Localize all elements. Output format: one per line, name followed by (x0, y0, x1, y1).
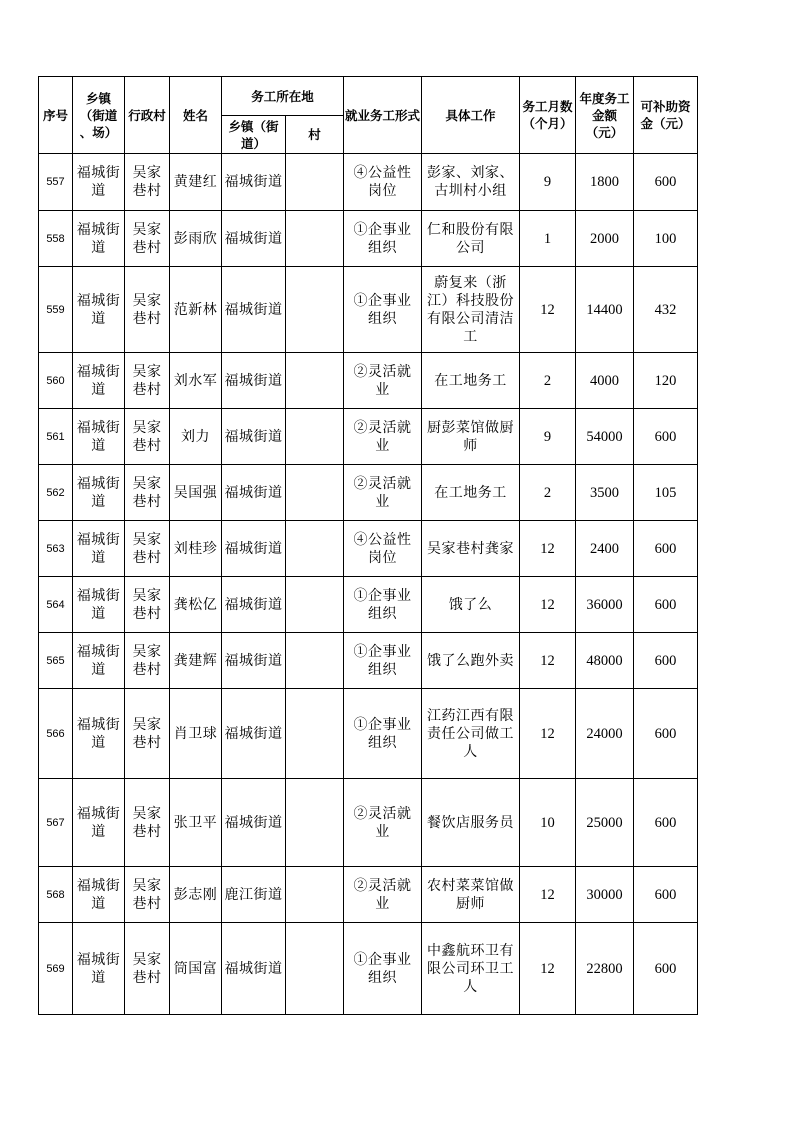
row-number-cell: 564 (39, 577, 73, 633)
township-cell: 福城街道 (73, 267, 125, 353)
table-row (39, 465, 698, 521)
employment-form-cell: ②灵活就业 (344, 465, 422, 521)
row-number-cell: 568 (39, 867, 73, 923)
name-cell: 龚建辉 (170, 633, 222, 689)
employment-form-cell: ②灵活就业 (344, 353, 422, 409)
row-number-cell: 561 (39, 409, 73, 465)
row-number-cell: 566 (39, 689, 73, 779)
work-village-cell (286, 633, 344, 689)
job-detail-cell: 吴家巷村龚家 (422, 521, 520, 577)
annual-income-cell: 48000 (576, 633, 634, 689)
table-row (39, 353, 698, 409)
subsidy-cell: 600 (634, 923, 698, 1015)
name-cell: 龚松亿 (170, 577, 222, 633)
annual-income-cell: 4000 (576, 353, 634, 409)
header-job: 具体工作 (422, 77, 520, 154)
row-number-cell: 569 (39, 923, 73, 1015)
months-cell: 12 (520, 923, 576, 1015)
township-cell: 福城街道 (73, 521, 125, 577)
subsidy-cell: 600 (634, 154, 698, 211)
name-cell: 刘水军 (170, 353, 222, 409)
row-number-cell: 567 (39, 779, 73, 867)
township-cell: 福城街道 (73, 689, 125, 779)
village-cell: 吴家巷村 (125, 577, 170, 633)
work-township-cell: 福城街道 (222, 923, 286, 1015)
township-cell: 福城街道 (73, 577, 125, 633)
work-village-cell (286, 154, 344, 211)
village-cell: 吴家巷村 (125, 211, 170, 267)
village-cell: 吴家巷村 (125, 154, 170, 211)
work-township-cell: 福城街道 (222, 577, 286, 633)
employment-form-cell: ②灵活就业 (344, 409, 422, 465)
subsidy-cell: 600 (634, 409, 698, 465)
work-township-cell: 福城街道 (222, 465, 286, 521)
subsidy-cell: 600 (634, 867, 698, 923)
annual-income-cell: 25000 (576, 779, 634, 867)
employment-form-cell: ②灵活就业 (344, 779, 422, 867)
employment-form-cell: ④公益性岗位 (344, 521, 422, 577)
work-village-cell (286, 521, 344, 577)
employment-form-cell: ①企事业组织 (344, 923, 422, 1015)
header-subsidy: 可补助资 金（元） (634, 77, 698, 154)
job-detail-cell: 餐饮店服务员 (422, 779, 520, 867)
months-cell: 12 (520, 577, 576, 633)
subsidy-cell: 600 (634, 633, 698, 689)
job-detail-cell: 江药江西有限责任公司做工人 (422, 689, 520, 779)
annual-income-cell: 24000 (576, 689, 634, 779)
village-cell: 吴家巷村 (125, 353, 170, 409)
township-cell: 福城街道 (73, 779, 125, 867)
work-village-cell (286, 353, 344, 409)
township-cell: 福城街道 (73, 465, 125, 521)
township-cell: 福城街道 (73, 867, 125, 923)
annual-income-cell: 54000 (576, 409, 634, 465)
name-cell: 吴国强 (170, 465, 222, 521)
name-cell: 黄建红 (170, 154, 222, 211)
table-row (39, 154, 698, 211)
village-cell: 吴家巷村 (125, 267, 170, 353)
employment-form-cell: ①企事业组织 (344, 633, 422, 689)
employment-form-cell: ①企事业组织 (344, 689, 422, 779)
village-cell: 吴家巷村 (125, 779, 170, 867)
header-name: 姓名 (170, 77, 222, 154)
header-months: 务工月数 （个月） (520, 77, 576, 154)
subsidy-cell: 600 (634, 779, 698, 867)
village-cell: 吴家巷村 (125, 521, 170, 577)
row-number-cell: 559 (39, 267, 73, 353)
name-cell: 彭志刚 (170, 867, 222, 923)
work-village-cell (286, 689, 344, 779)
name-cell: 刘力 (170, 409, 222, 465)
employment-subsidy-table (38, 76, 698, 1015)
work-village-cell (286, 923, 344, 1015)
employment-form-cell: ②灵活就业 (344, 867, 422, 923)
work-village-cell (286, 211, 344, 267)
work-township-cell: 福城街道 (222, 353, 286, 409)
work-township-cell: 福城街道 (222, 779, 286, 867)
work-village-cell (286, 267, 344, 353)
row-number-cell: 558 (39, 211, 73, 267)
job-detail-cell: 厨彭菜馆做厨师 (422, 409, 520, 465)
table-row (39, 521, 698, 577)
months-cell: 9 (520, 154, 576, 211)
table-row (39, 779, 698, 867)
months-cell: 9 (520, 409, 576, 465)
header-employment-form: 就业务工形式 (344, 77, 422, 154)
months-cell: 2 (520, 353, 576, 409)
row-number-cell: 563 (39, 521, 73, 577)
village-cell: 吴家巷村 (125, 867, 170, 923)
employment-form-cell: ④公益性岗位 (344, 154, 422, 211)
row-number-cell: 565 (39, 633, 73, 689)
township-cell: 福城街道 (73, 633, 125, 689)
months-cell: 10 (520, 779, 576, 867)
name-cell: 肖卫球 (170, 689, 222, 779)
table-body (39, 154, 698, 1015)
annual-income-cell: 22800 (576, 923, 634, 1015)
table-row (39, 409, 698, 465)
annual-income-cell: 2000 (576, 211, 634, 267)
work-township-cell: 福城街道 (222, 633, 286, 689)
header-township: 乡镇 （街道 、场） (73, 77, 125, 154)
work-township-cell: 福城街道 (222, 521, 286, 577)
job-detail-cell: 在工地务工 (422, 465, 520, 521)
header-village: 行政村 (125, 77, 170, 154)
job-detail-cell: 饿了么 (422, 577, 520, 633)
village-cell: 吴家巷村 (125, 689, 170, 779)
job-detail-cell: 仁和股份有限公司 (422, 211, 520, 267)
employment-form-cell: ①企事业组织 (344, 577, 422, 633)
work-township-cell: 福城街道 (222, 211, 286, 267)
header-work-village: 村 (286, 116, 344, 154)
subsidy-cell: 432 (634, 267, 698, 353)
annual-income-cell: 14400 (576, 267, 634, 353)
name-cell: 范新林 (170, 267, 222, 353)
work-village-cell (286, 867, 344, 923)
village-cell: 吴家巷村 (125, 633, 170, 689)
header-work-location: 务工所在地 (222, 77, 344, 116)
work-township-cell: 福城街道 (222, 409, 286, 465)
table-row (39, 923, 698, 1015)
job-detail-cell: 在工地务工 (422, 353, 520, 409)
township-cell: 福城街道 (73, 353, 125, 409)
header-work-township: 乡镇（街 道） (222, 116, 286, 154)
work-township-cell: 福城街道 (222, 154, 286, 211)
name-cell: 筒国富 (170, 923, 222, 1015)
row-number-cell: 560 (39, 353, 73, 409)
job-detail-cell: 彭家、刘家、古圳村小组 (422, 154, 520, 211)
subsidy-cell: 600 (634, 689, 698, 779)
subsidy-cell: 120 (634, 353, 698, 409)
months-cell: 12 (520, 867, 576, 923)
employment-form-cell: ①企事业组织 (344, 211, 422, 267)
work-township-cell: 鹿江街道 (222, 867, 286, 923)
job-detail-cell: 饿了么跑外卖 (422, 633, 520, 689)
work-township-cell: 福城街道 (222, 689, 286, 779)
table-row (39, 689, 698, 779)
name-cell: 彭雨欣 (170, 211, 222, 267)
annual-income-cell: 30000 (576, 867, 634, 923)
subsidy-cell: 600 (634, 521, 698, 577)
work-village-cell (286, 465, 344, 521)
table-row (39, 267, 698, 353)
work-village-cell (286, 577, 344, 633)
work-village-cell (286, 779, 344, 867)
months-cell: 2 (520, 465, 576, 521)
months-cell: 1 (520, 211, 576, 267)
annual-income-cell: 36000 (576, 577, 634, 633)
subsidy-cell: 100 (634, 211, 698, 267)
annual-income-cell: 3500 (576, 465, 634, 521)
job-detail-cell: 蔚复来（浙江）科技股份有限公司清洁工 (422, 267, 520, 353)
work-township-cell: 福城街道 (222, 267, 286, 353)
township-cell: 福城街道 (73, 154, 125, 211)
months-cell: 12 (520, 267, 576, 353)
employment-form-cell: ①企事业组织 (344, 267, 422, 353)
table-row (39, 867, 698, 923)
village-cell: 吴家巷村 (125, 923, 170, 1015)
annual-income-cell: 2400 (576, 521, 634, 577)
township-cell: 福城街道 (73, 409, 125, 465)
township-cell: 福城街道 (73, 923, 125, 1015)
table-header (39, 77, 698, 154)
job-detail-cell: 中鑫航环卫有限公司环卫工人 (422, 923, 520, 1015)
row-number-cell: 562 (39, 465, 73, 521)
months-cell: 12 (520, 521, 576, 577)
subsidy-cell: 600 (634, 577, 698, 633)
header-row (39, 77, 698, 116)
table-row (39, 633, 698, 689)
months-cell: 12 (520, 633, 576, 689)
name-cell: 刘桂珍 (170, 521, 222, 577)
header-annual-income: 年度务工 金额 （元） (576, 77, 634, 154)
months-cell: 12 (520, 689, 576, 779)
row-number-cell: 557 (39, 154, 73, 211)
table-row (39, 211, 698, 267)
table-row (39, 577, 698, 633)
annual-income-cell: 1800 (576, 154, 634, 211)
village-cell: 吴家巷村 (125, 409, 170, 465)
name-cell: 张卫平 (170, 779, 222, 867)
work-village-cell (286, 409, 344, 465)
subsidy-cell: 105 (634, 465, 698, 521)
job-detail-cell: 农村菜菜馆做厨师 (422, 867, 520, 923)
township-cell: 福城街道 (73, 211, 125, 267)
village-cell: 吴家巷村 (125, 465, 170, 521)
header-seq: 序号 (39, 77, 73, 154)
